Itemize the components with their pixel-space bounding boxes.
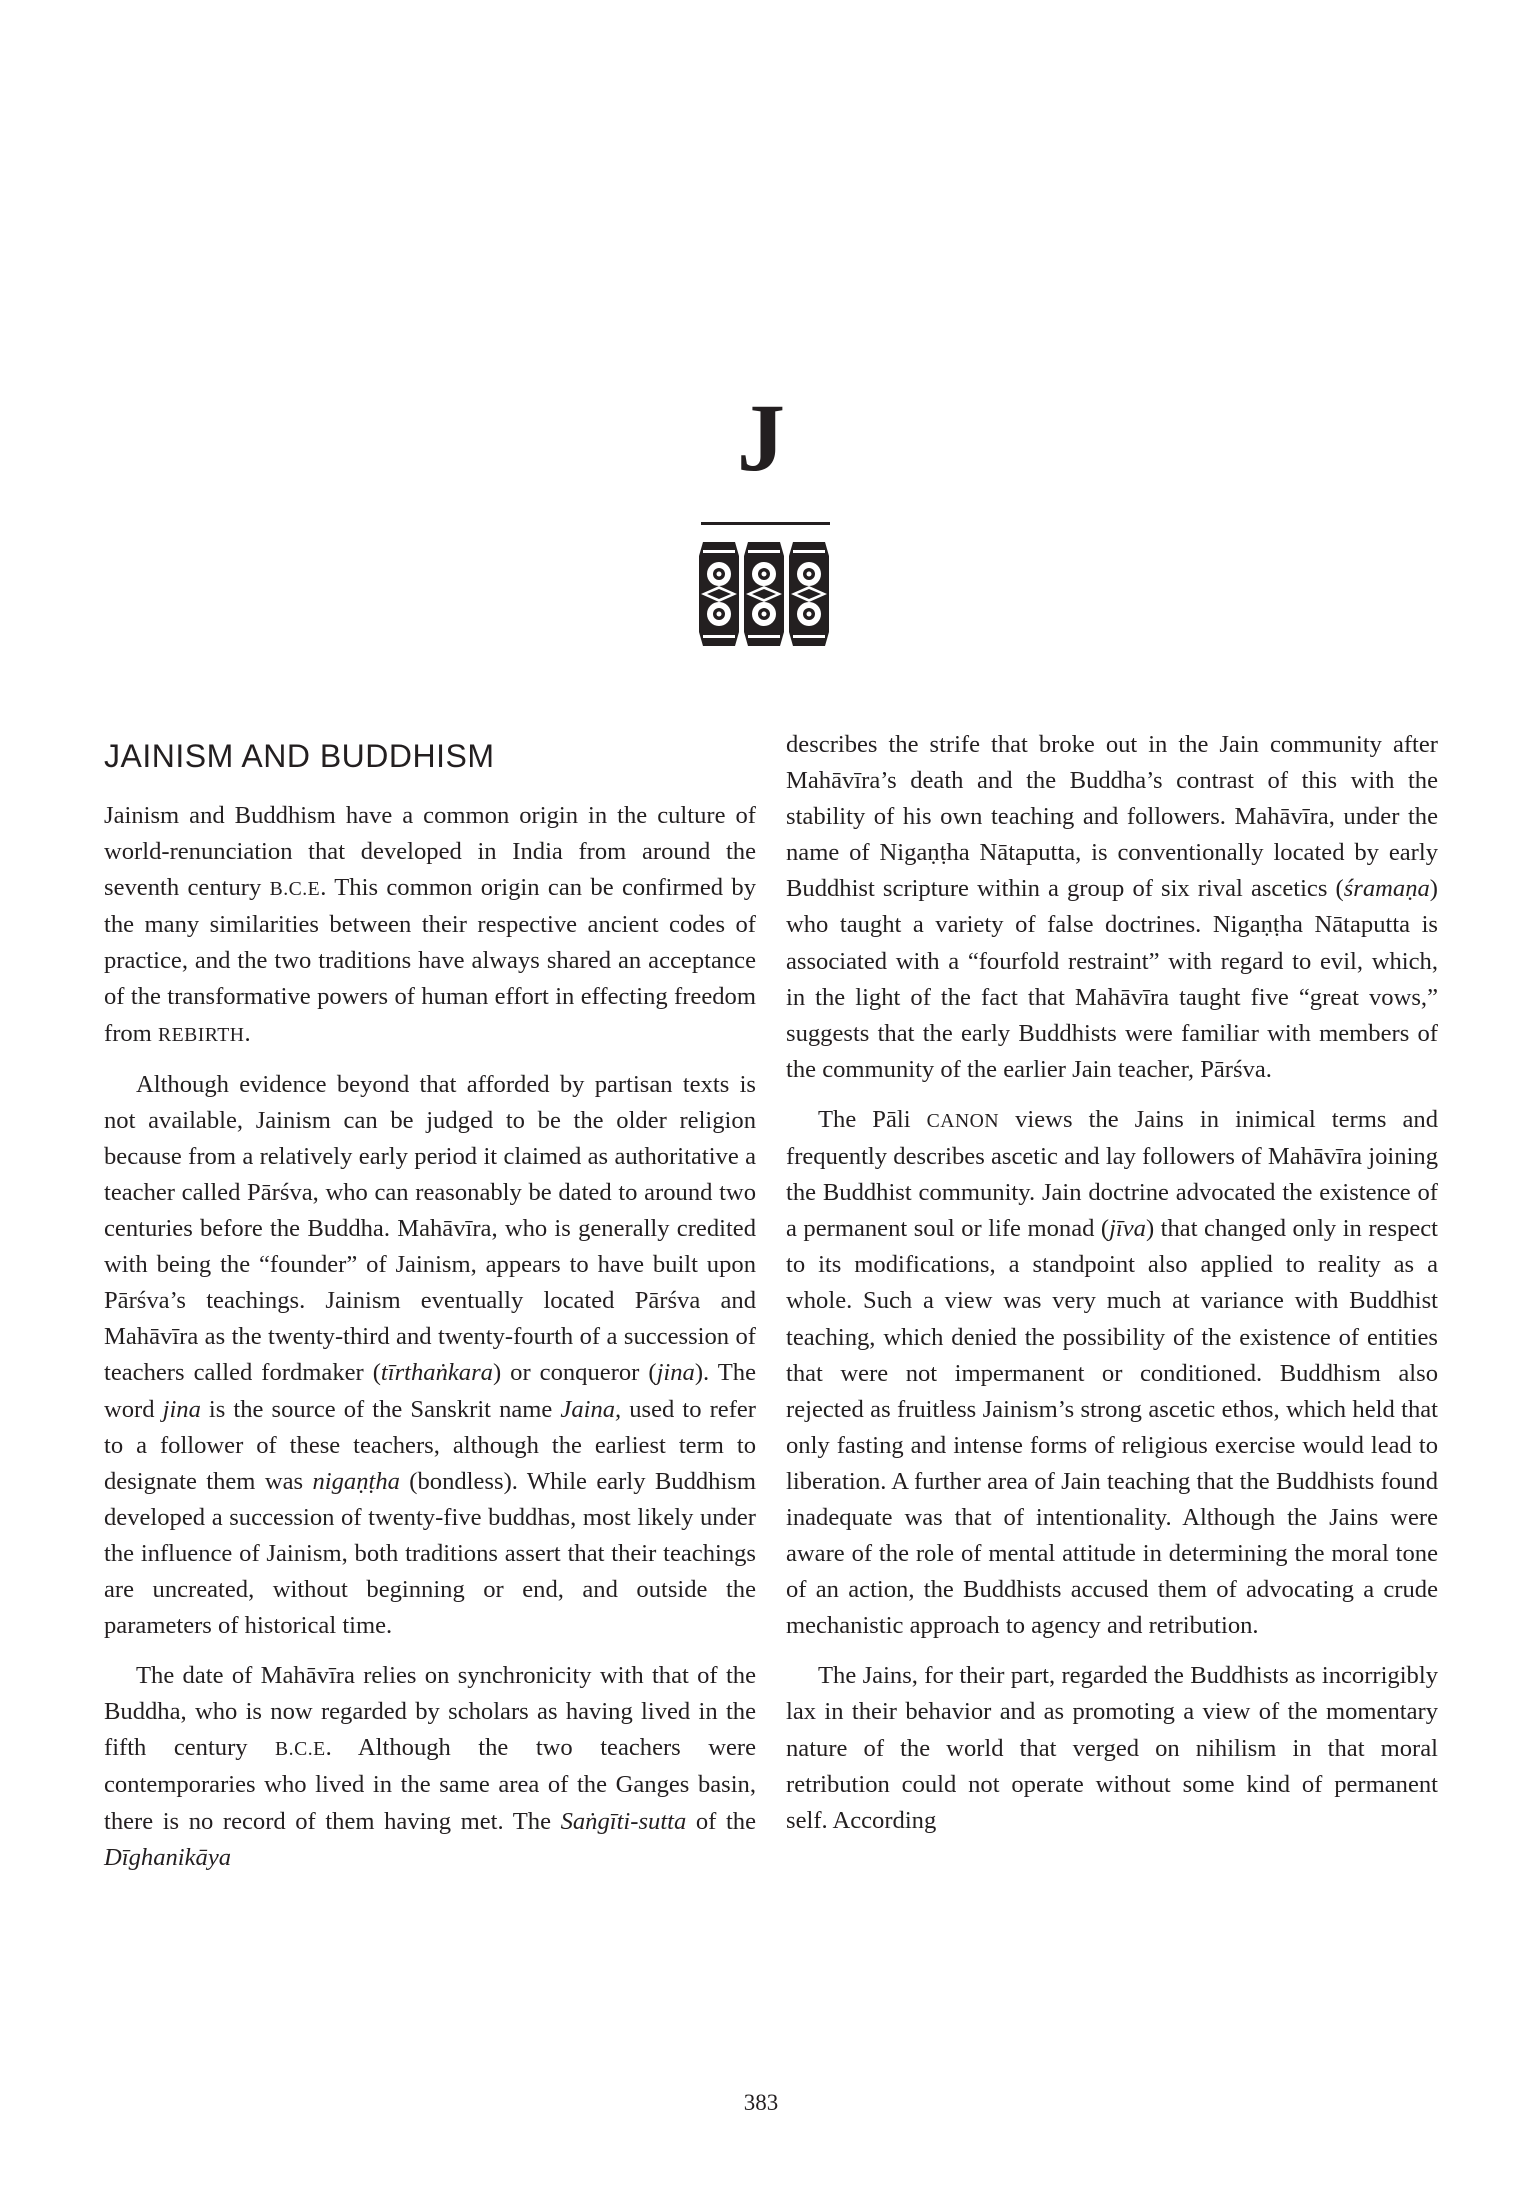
cross-reference-rebirth: REBIRTH <box>157 1023 245 1046</box>
paragraph-5: The Jains, for their part, regarded the Buddhists as incorrigibly lax in their behavior and as promoting a view of the momentary nature of the world that verged on nihilism in that moral retribution could not operate without some kind of permanent self. According <box>786 1662 1438 1834</box>
paragraph-3: The date of Mahāvīra relies on synchronicity with that of the Buddha, who is now regarded by scholars as having lived in the fifth century B.C.E. Although the two teachers were contemporaries who lived in the same area of the Ganges basin, there is no record of them having met. The Saṅgīti-sutta of the Dīghanikāya <box>104 1662 757 1871</box>
paragraph-4: The Pāli CANON views the Jains in inimical terms and frequently describes ascetic and lay followers of Mahāvīra joining the Buddhist community. Jain doctrine advocated the existence of a permanent soul or life monad (jīva) that changed only in respect to its modifications, a standpoint also applied to reality as a whole. Such a view was very much at variance with Buddhist teaching, which denied the possibility of the existence of entities that were not impermanent or conditioned. Buddhism also rejected as fruitless Jainism’s strong ascetic ethos, which held that only fasting and intense forms of religious exercise would lead to liberation. A further area of Jain teaching that the Buddhists found inadequate was that of intentionality. Although the Jains were aware of the role of mental attitude in determining the moral tone of an action, the Buddhists accused them of advocating a crude mechanistic approach to agency and retribution. <box>786 1105 1438 1640</box>
section-divider-rule <box>701 522 830 525</box>
paragraph-3-continued: describes the strife that broke out in the Jain community after Mahāvīra’s death and the Buddha’s contrast of this with the stability of his own teaching and followers. Mahāvīra, under the name of Nigaṇṭha Nātaputta, is conventionally located by early Buddhist scripture within a group of six rival ascetics (śramaṇa) who taught a variety of false doctrines. Nigaṇṭha Nātaputta is associated with a “fourfold restraint” with regard to evil, which, in the light of the fact that Mahāvīra taught five “great vows,” suggests that the early Buddhists were familiar with members of the community of the earlier Jain teacher, Pārśva. <box>786 731 1438 1083</box>
paragraph-1: Jainism and Buddhism have a common origin in the culture of world-renunciation that developed in India from around the seventh century B.C.E. This common origin can be confirmed by the many similarities between their respective ancient codes of practice, and the two traditions have always shared an acceptance of the transformative powers of human effort in effecting freedom from REBIRTH. <box>104 802 757 1047</box>
era-abbrev: B.C.E <box>275 1738 326 1761</box>
right-column <box>786 727 1438 1853</box>
ornament-bead-3 <box>789 542 829 646</box>
ornament-bead-2 <box>744 542 784 646</box>
cross-reference-canon: CANON <box>926 1109 1000 1132</box>
section-letter: J <box>737 384 785 491</box>
beaded-ornament-icon <box>697 538 831 650</box>
era-abbrev: B.C.E <box>269 878 321 901</box>
paragraph-2: Although evidence beyond that afforded by partisan texts is not available, Jainism can be judged to be the older religion because from a relatively early period it claimed as authoritative a teacher called Pārśva, who can reasonably be dated to around two centuries before the Buddha. Mahāvīra, who is generally credited with being the “founder” of Jainism, appears to have built upon Pārśva’s teachings. Jainism eventually located Pārśva and Mahāvīra as the twenty-third and twenty-fourth of a succession of teachers called fordmaker (tīrthaṅkara) or conqueror (jina). The word jina is the source of the Sanskrit name Jaina, used to refer to a follower of these teachers, although the earliest term to designate them was nigaṇṭha (bondless). While early Buddhism developed a succession of twenty-five buddhas, most likely under the influence of Jainism, both traditions assert that their teachings are uncreated, without beginning or end, and outside the parameters of historical time. <box>104 1070 757 1640</box>
ornament-bead-1 <box>699 542 739 646</box>
entry-heading: JAINISM AND BUDDHISM <box>104 738 495 774</box>
left-column <box>104 732 756 1890</box>
page-number: 383 <box>743 2090 779 2115</box>
